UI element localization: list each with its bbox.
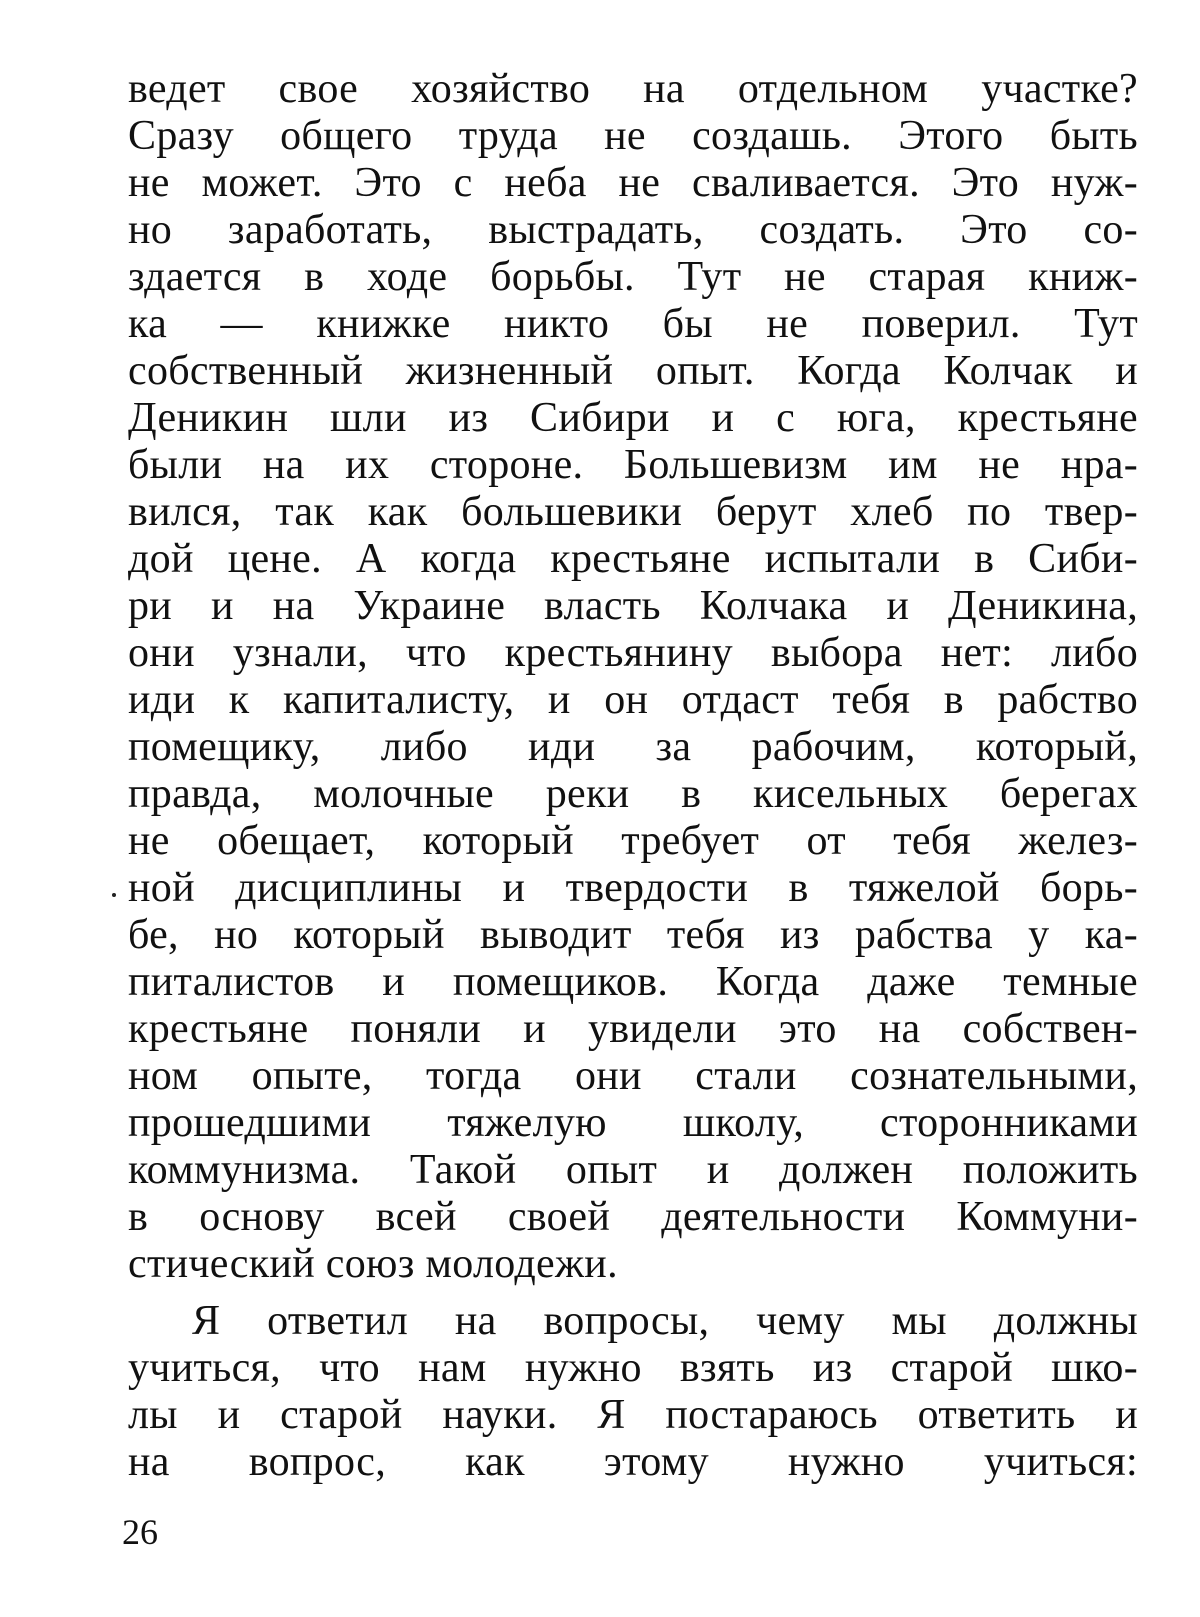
text-line: не может. Это с неба не сваливается. Это нуж- (128, 160, 1138, 206)
text-line: ведет свое хозяйство на отдельном участке? (128, 66, 1138, 112)
text-line: прошедшими тяжелую школу, сторонниками (128, 1100, 1138, 1146)
text-line: питалистов и помещиков. Когда даже темные (128, 959, 1138, 1005)
text-line: учиться, что нам нужно взять из старой шко- (128, 1345, 1138, 1391)
text-line: стический союз молодежи. (128, 1241, 618, 1287)
text-line: Деникин шли из Сибири и с юга, крестьяне (128, 395, 1138, 441)
text-line: ном опыте, тогда они стали сознательными, (128, 1053, 1138, 1099)
text-line: дой цене. А когда крестьяне испытали в Сиби- (128, 536, 1138, 582)
paragraph-1 (128, 66, 1138, 1288)
text-line: ка — книжке никто бы не поверил. Тут (128, 301, 1138, 347)
text-line: в основу всей своей деятельности Коммуни- (128, 1194, 1138, 1240)
text-line: бе, но который выводит тебя из рабства у ка- (128, 912, 1138, 958)
text-line: иди к капиталисту, и он отдаст тебя в рабство (128, 677, 1138, 723)
paragraph-2 (128, 1298, 1138, 1486)
page-number: 26 (122, 1512, 158, 1552)
text-line: помещику, либо иди за рабочим, который, (128, 724, 1138, 770)
text-line: были на их стороне. Большевизм им не нра- (128, 442, 1138, 488)
text-line: Сразу общего труда не создашь. Этого быть (128, 113, 1138, 159)
print-speck (112, 893, 116, 897)
text-line: ри и на Украине власть Колчака и Деникина, (128, 583, 1138, 629)
text-line: не обещает, который требует от тебя желез- (128, 818, 1138, 864)
text-line: лы и старой науки. Я постараюсь ответить и (128, 1392, 1138, 1438)
text-line: здается в ходе борьбы. Тут не старая книж- (128, 254, 1138, 300)
text-line: ной дисциплины и твердости в тяжелой борь- (128, 865, 1138, 911)
text-line: коммунизма. Такой опыт и должен положить (128, 1147, 1138, 1193)
text-line: правда, молочные реки в кисельных берегах (128, 771, 1138, 817)
text-line: крестьяне поняли и увидели это на собствен- (128, 1006, 1138, 1052)
page-text (128, 66, 1138, 1486)
text-line: но заработать, выстрадать, создать. Это со- (128, 207, 1138, 253)
text-line: вился, так как большевики берут хлеб по твер- (128, 489, 1138, 535)
text-line: Я ответил на вопросы, чему мы должны (192, 1298, 1138, 1344)
text-line: на вопрос, как этому нужно учиться: (128, 1439, 1138, 1485)
text-line: они узнали, что крестьянину выбора нет: либо (128, 630, 1138, 676)
text-line: собственный жизненный опыт. Когда Колчак и (128, 348, 1138, 394)
